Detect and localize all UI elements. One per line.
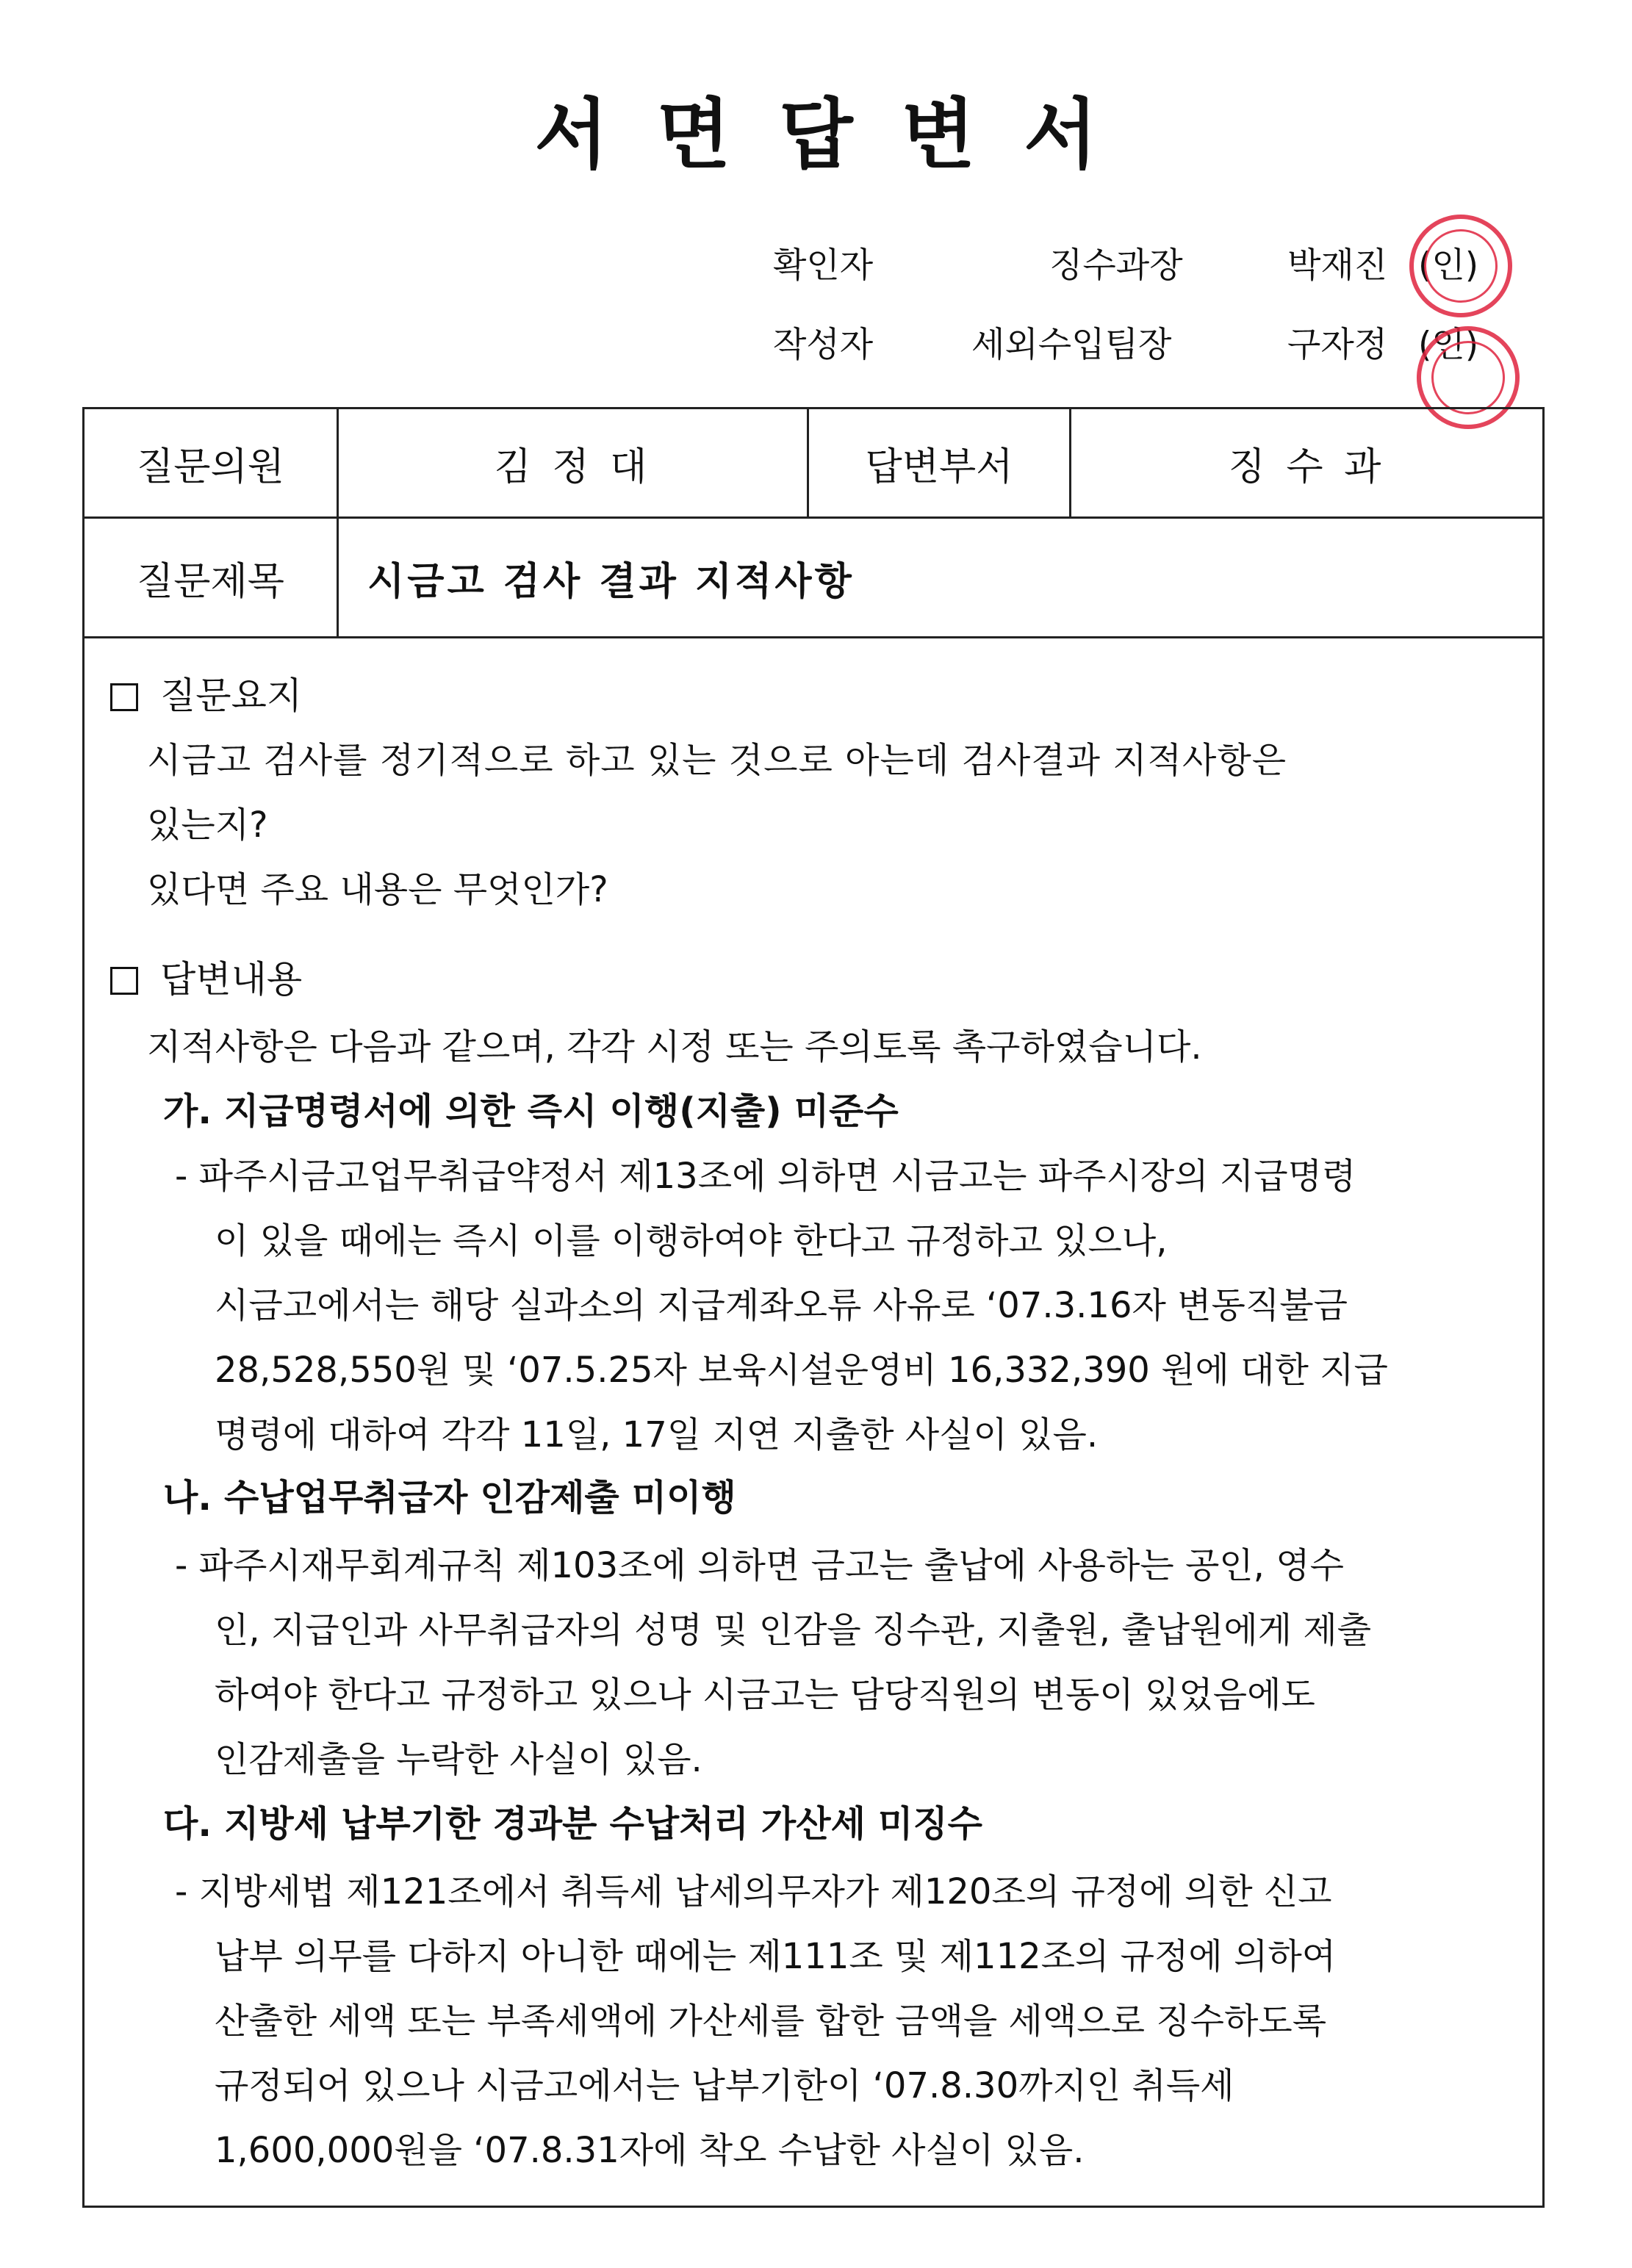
author-label: 작성자 [773,325,874,365]
answer-heading [110,954,302,1005]
answer-item-line: 28,528,550원 및 ‘07.5.25자 보육시설운영비 16,332,390 원에 대한 지급 [215,1350,1388,1391]
answer-item-line: 규정되어 있으나 시금고에서는 납부기한이 ‘07.8.30까지인 취득세 [215,2065,1234,2106]
department-label: 답변부서 [865,444,1013,489]
answer-item-line: 명령에 대하여 각각 11일, 17일 지연 지출한 사실이 있음. [215,1414,1099,1455]
question-line: 있는지? [147,804,268,846]
answer-item-line: 산출한 세액 또는 부족세액에 가산세를 합한 금액을 세액으로 징수하도록 [215,2001,1327,2042]
question-line: 있다면 주요 내용은 무엇인가? [147,869,608,910]
questioner-value: 김 정 대 [494,444,652,489]
answer-heading-text: 답변내용 [160,958,303,1001]
answer-item-line: - 파주시금고업무취급약정서 제13조에 의하면 시금고는 파주시장의 지급명령 [175,1156,1356,1197]
answer-item-title: 다. 지방세 납부기한 경과분 수납처리 가산세 미징수 [163,1803,982,1845]
answer-intro: 지적사항은 다음과 같으며, 각각 시정 또는 주의토록 촉구하였습니다. [147,1026,1202,1068]
confirmer-position: 징수과장 [1049,245,1183,286]
answer-item-line: 납부 의무를 다하지 아니한 때에는 제111조 및 제112조의 규정에 의하여 [215,1936,1337,1977]
confirmer-seal-mark: (인) [1418,245,1479,286]
subject-label: 질문제목 [137,559,284,604]
answer-item-line: - 파주시재무회계규칙 제103조에 의하면 금고는 출납에 사용하는 공인, 영수 [175,1545,1344,1586]
answer-item-title: 나. 수납업무취급자 인감제출 미이행 [163,1477,736,1519]
answer-item-line: - 지방세법 제121조에서 취득세 납세의무자가 제120조의 규정에 의한 신고 [175,1871,1332,1912]
confirmer-seal-stamp [1398,204,1523,328]
questioner-label: 질문의원 [137,444,284,489]
answer-item-line: 시금고에서는 해당 실과소의 지급계좌오류 사유로 ‘07.3.16자 변동직불금 [215,1285,1348,1326]
confirmer-label: 확인자 [773,245,874,286]
checkbox-square-icon [110,683,138,711]
document-title: 서면답변서 [534,89,1146,179]
answer-item-title: 가. 지급명령서에 의한 즉시 이행(지출) 미준수 [163,1090,899,1132]
question-heading [110,670,302,721]
answer-item-line: 1,600,000원을 ‘07.8.31자에 착오 수납한 사실이 있음. [215,2130,1085,2171]
checkbox-square-icon [110,967,138,995]
answer-item-line: 하여야 한다고 규정하고 있으나 시금고는 담당직원의 변동이 있었음에도 [215,1674,1315,1716]
answer-item-line: 인, 지급인과 사무취급자의 성명 및 인감을 징수관, 지출원, 출납원에게 제출 [215,1610,1372,1651]
subject-value: 시금고 검사 결과 지적사항 [367,559,855,604]
author-position: 세외수입팀장 [971,325,1172,365]
author-name: 구자정 [1287,325,1388,365]
department-value: 징 수 과 [1228,444,1386,489]
table-bottom-divider [82,636,1545,638]
question-line: 시금고 검사를 정기적으로 하고 있는 것으로 아는데 검사결과 지적사항은 [147,740,1287,781]
author-seal-mark: (인) [1418,325,1479,365]
question-heading-text: 질문요지 [160,674,303,717]
confirmer-name: 박재진 [1287,245,1388,286]
answer-item-line: 인감제출을 누락한 사실이 있음. [215,1739,702,1780]
answer-item-line: 이 있을 때에는 즉시 이를 이행하여야 한다고 규정하고 있으나, [215,1220,1168,1261]
